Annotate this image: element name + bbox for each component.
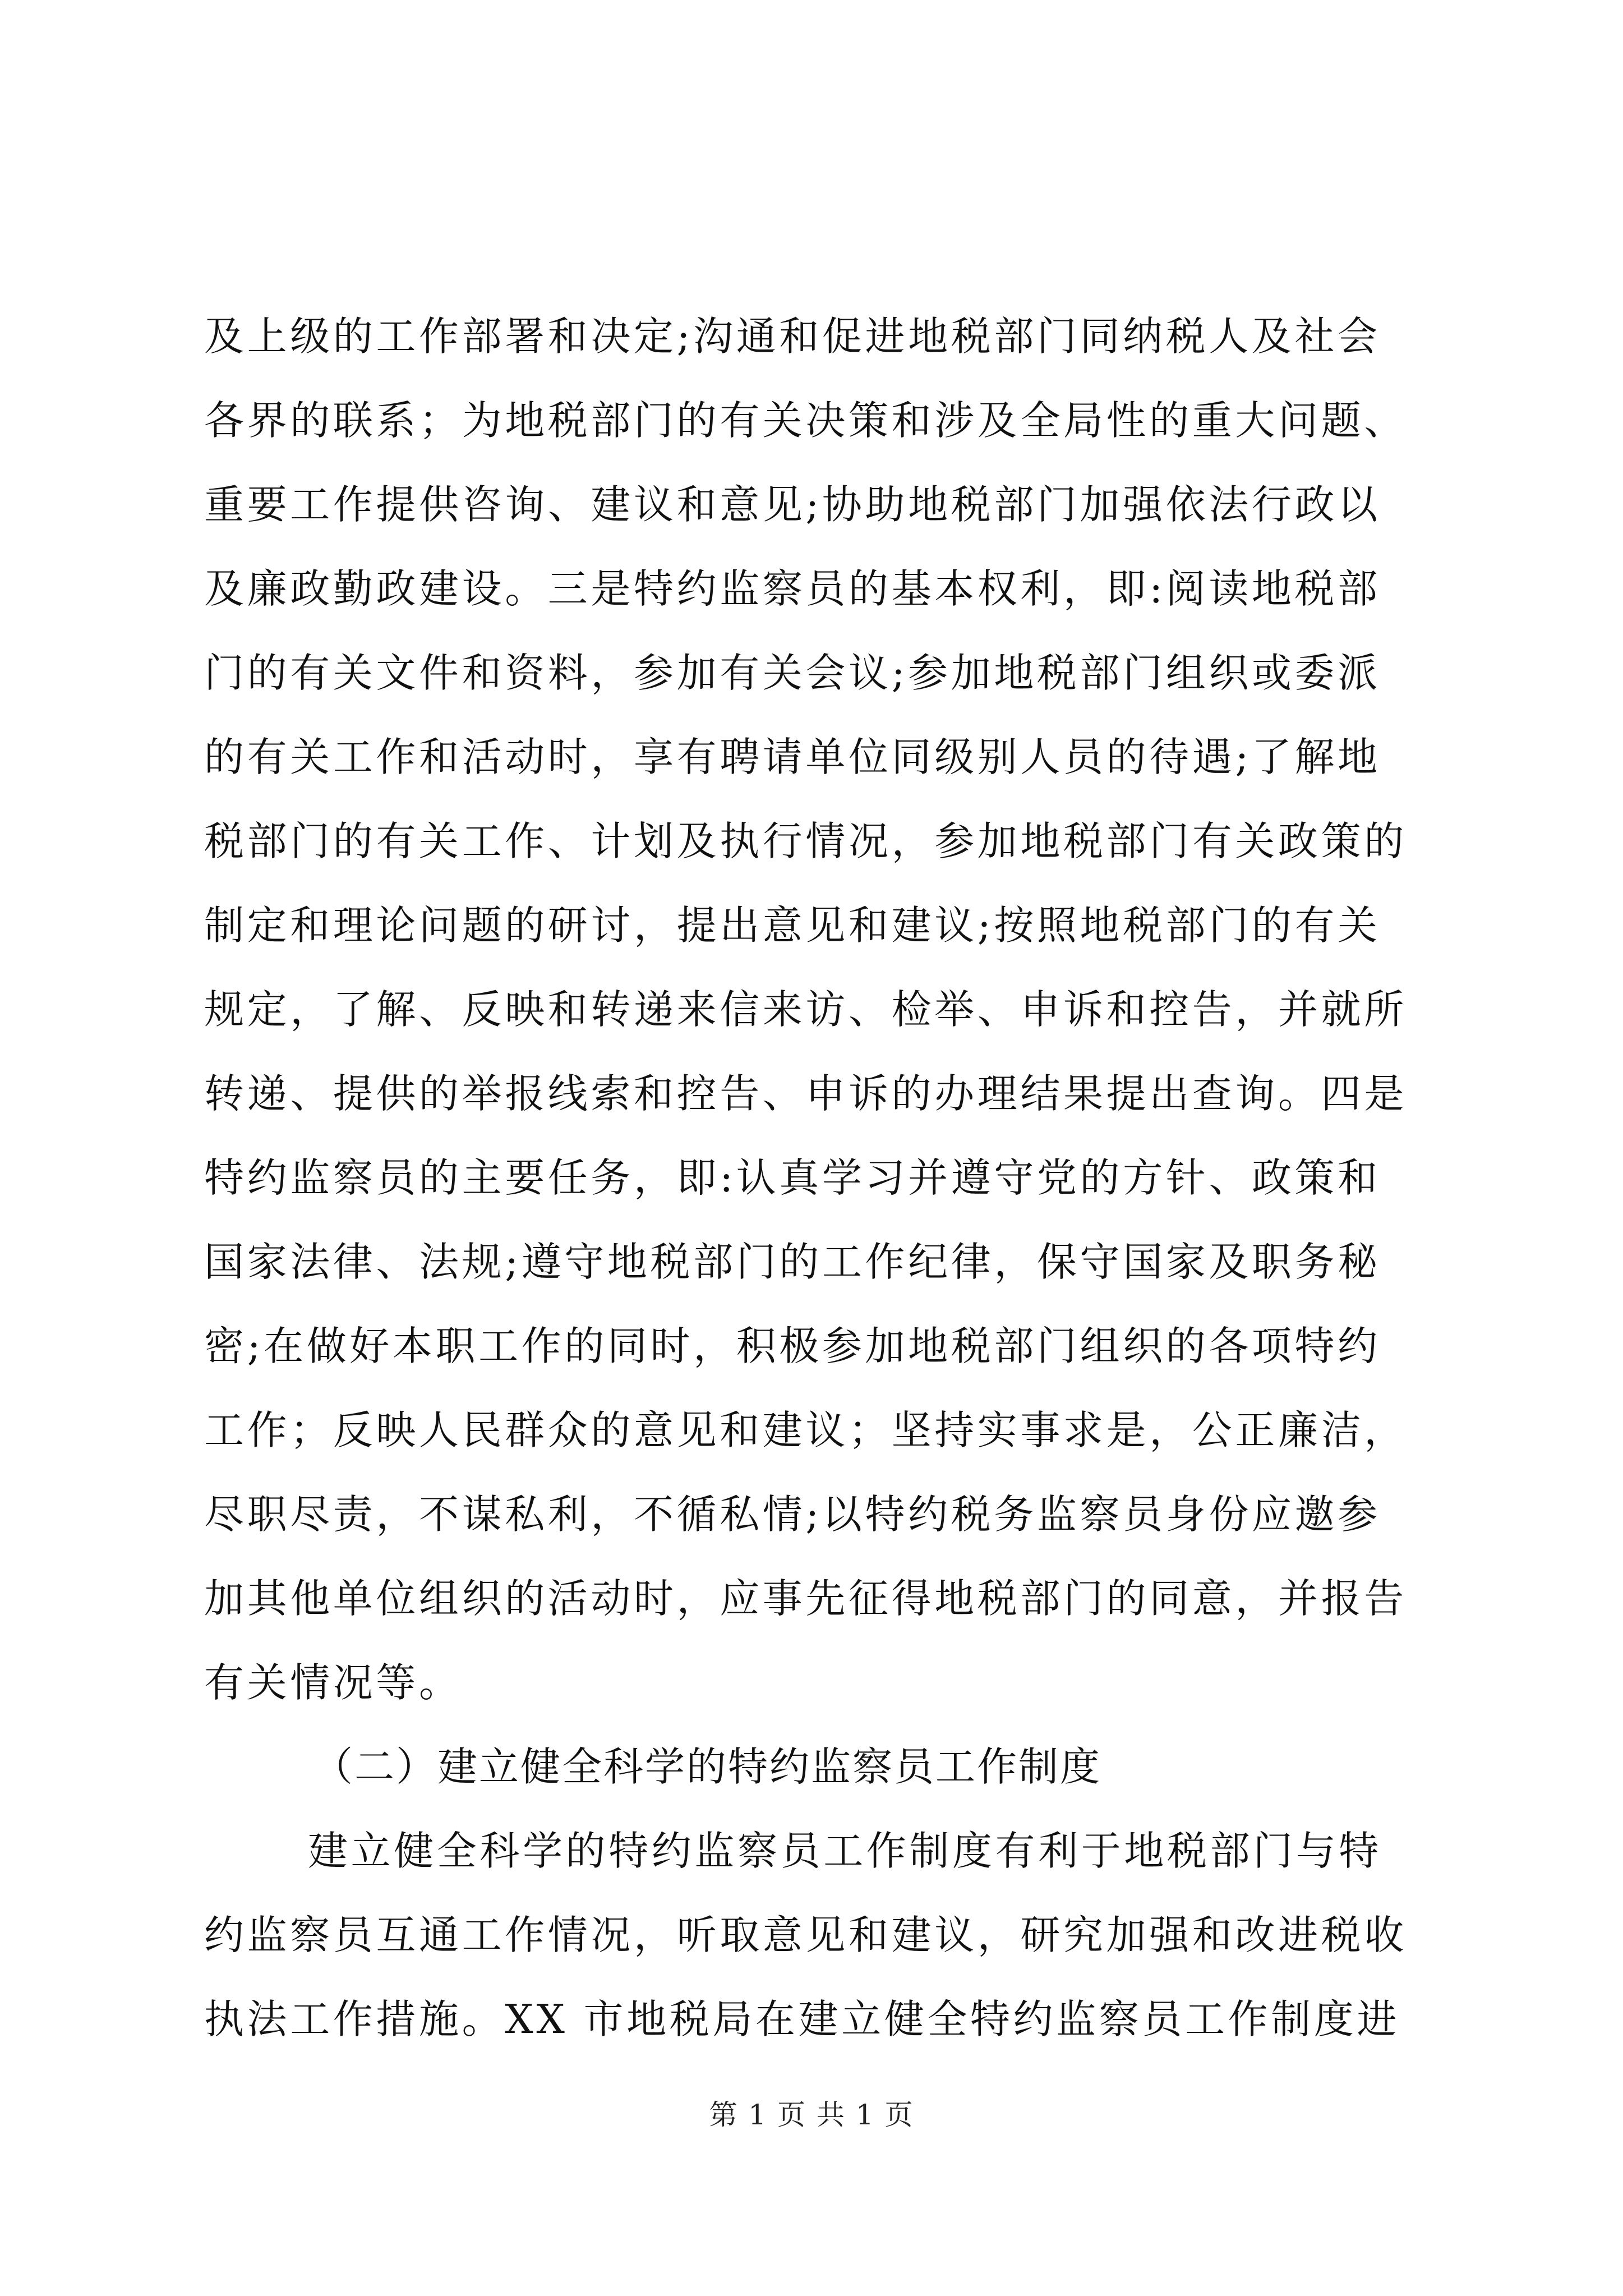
body-line: 制定和理论问题的研讨，提出意见和建议;按照地税部门的有关 [204,902,1381,949]
body-line: 规定，了解、反映和转递来信来访、检举、申诉和控告，并就所 [204,986,1407,1033]
body-line: 工作；反映人民群众的意见和建议；坚持实事求是，公正廉洁， [204,1407,1407,1453]
body-line: 密;在做好本职工作的同时，积极参加地税部门组织的各项特约 [204,1323,1381,1369]
body-line: 门的有关文件和资料，参加有关会议;参加地税部门组织或委派 [204,650,1381,696]
body-line: 的有关工作和活动时，享有聘请单位同级别人员的待遇;了解地 [204,734,1381,780]
body-line: 特约监察员的主要任务，即:认真学习并遵守党的方针、政策和 [204,1154,1381,1201]
body-line: 有关情况等。 [204,1659,462,1706]
body-line: 约监察员互通工作情况，听取意见和建议，研究加强和改进税收 [204,1912,1407,1958]
body-line: 税部门的有关工作、计划及执行情况，参加地税部门有关政策的 [204,818,1407,864]
body-line: 执法工作措施。XX 市地税局在建立健全特约监察员工作制度进 [204,1996,1400,2042]
body-line: 尽职尽责，不谋私利，不循私情;以特约税务监察员身份应邀参 [204,1491,1381,1538]
body-line: 转递、提供的举报线索和控告、申诉的办理结果提出查询。四是 [204,1070,1407,1117]
page-number-footer: 第 1 页 共 1 页 [709,2099,914,2131]
body-line: 重要工作提供咨询、建议和意见;协助地税部门加强依法行政以 [204,481,1381,528]
body-line: 及廉政勤政建设。三是特约监察员的基本权利，即:阅读地税部 [204,565,1381,612]
body-line: 各界的联系；为地税部门的有关决策和涉及全局性的重大问题、 [204,397,1407,444]
body-line: 及上级的工作部署和决定;沟通和促进地税部门同纳税人及社会 [204,313,1381,360]
section-heading: （二）建立健全科学的特约监察员工作制度 [313,1743,1102,1790]
body-line: 国家法律、法规;遵守地税部门的工作纪律，保守国家及职务秘 [204,1239,1381,1285]
paragraph-first-line: 建立健全科学的特约监察员工作制度有利于地税部门与特 [308,1828,1382,1874]
body-line: 加其他单位组织的活动时，应事先征得地税部门的同意，并报告 [204,1575,1407,1622]
